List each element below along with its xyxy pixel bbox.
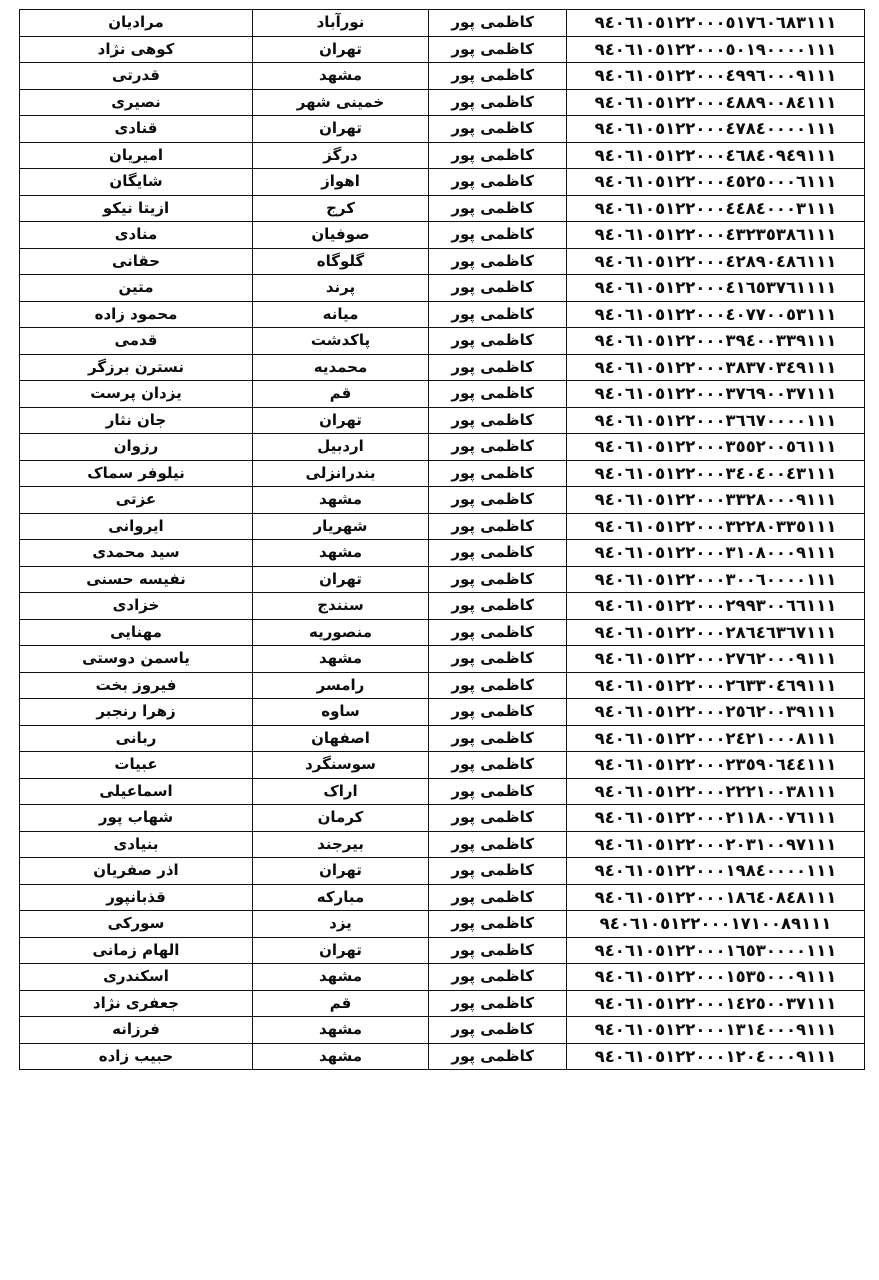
name-cell: ایروانی [20, 513, 253, 540]
name-cell: نیلوفر سماک [20, 460, 253, 487]
number-cell: ٩٤٠٦١٠٥١٢٢٠٠٠٣٢٢٨٠٣٣٥١١١ [567, 513, 865, 540]
table-row [20, 858, 865, 885]
number-cell: ٩٤٠٦١٠٥١٢٢٠٠٠٢٥٦٢٠٠٣٩١١١ [567, 699, 865, 726]
name-cell: حقانی [20, 248, 253, 275]
owner-cell: کاظمی پور [429, 116, 567, 143]
number-cell: ٩٤٠٦١٠٥١٢٢٠٠٠٢٦٣٣٠٤٦٩١١١ [567, 672, 865, 699]
number-cell: ٩٤٠٦١٠٥١٢٢٠٠٠١٢٠٤٠٠٠٩١١١ [567, 1043, 865, 1070]
name-cell: کوهی نژاد [20, 36, 253, 63]
number-cell: ٩٤٠٦١٠٥١٢٢٠٠٠٢٢٢١٠٠٣٨١١١ [567, 778, 865, 805]
name-cell: قنادی [20, 116, 253, 143]
name-cell: رزوان [20, 434, 253, 461]
table-row [20, 672, 865, 699]
city-cell: میانه [253, 301, 429, 328]
owner-cell: کاظمی پور [429, 805, 567, 832]
city-cell: بندرانزلی [253, 460, 429, 487]
number-cell: ٩٤٠٦١٠٥١٢٢٠٠٠١٨٦٤٠٨٤٨١١١ [567, 884, 865, 911]
name-cell: اذر صفریان [20, 858, 253, 885]
table-row [20, 619, 865, 646]
city-cell: منصوریه [253, 619, 429, 646]
number-cell: ٩٤٠٦١٠٥١٢٢٠٠٠١٤٢٥٠٠٣٧١١١ [567, 990, 865, 1017]
city-cell: تهران [253, 407, 429, 434]
table-row [20, 222, 865, 249]
city-cell: یزد [253, 911, 429, 938]
name-cell: متین [20, 275, 253, 302]
table-row [20, 248, 865, 275]
owner-cell: کاظمی پور [429, 752, 567, 779]
city-cell: ساوه [253, 699, 429, 726]
name-cell: شایگان [20, 169, 253, 196]
city-cell: گلوگاه [253, 248, 429, 275]
city-cell: مشهد [253, 964, 429, 991]
table-row [20, 36, 865, 63]
city-cell: محمدیه [253, 354, 429, 381]
owner-cell: کاظمی پور [429, 1043, 567, 1070]
owner-cell: کاظمی پور [429, 10, 567, 37]
owner-cell: کاظمی پور [429, 142, 567, 169]
city-cell: سوسنگرد [253, 752, 429, 779]
table-row [20, 725, 865, 752]
table-row [20, 884, 865, 911]
name-cell: سورکی [20, 911, 253, 938]
owner-cell: کاظمی پور [429, 381, 567, 408]
table-row [20, 460, 865, 487]
number-cell: ٩٤٠٦١٠٥١٢٢٠٠٠٢٤٢١٠٠٠٨١١١ [567, 725, 865, 752]
name-cell: عزتی [20, 487, 253, 514]
table-row [20, 646, 865, 673]
city-cell: مشهد [253, 63, 429, 90]
number-cell: ٩٤٠٦١٠٥١٢٢٠٠٠٤٤٨٤٠٠٠٣١١١ [567, 195, 865, 222]
owner-cell: کاظمی پور [429, 672, 567, 699]
name-cell: زهرا رنجبر [20, 699, 253, 726]
owner-cell: کاظمی پور [429, 89, 567, 116]
name-cell: جان نثار [20, 407, 253, 434]
city-cell: بیرجند [253, 831, 429, 858]
city-cell: مشهد [253, 540, 429, 567]
table-row [20, 195, 865, 222]
table-row [20, 990, 865, 1017]
city-cell: کرمان [253, 805, 429, 832]
city-cell: درگز [253, 142, 429, 169]
table-row [20, 699, 865, 726]
number-cell: ٩٤٠٦١٠٥١٢٢٠٠٠٢١١٨٠٠٧٦١١١ [567, 805, 865, 832]
owner-cell: کاظمی پور [429, 63, 567, 90]
table-row [20, 275, 865, 302]
number-cell: ٩٤٠٦١٠٥١٢٢٠٠٠١٧١٠٠٨٩١١١ [567, 911, 865, 938]
number-cell: ٩٤٠٦١٠٥١٢٢٠٠٠٤٠٧٧٠٠٥٣١١١ [567, 301, 865, 328]
table-row [20, 328, 865, 355]
name-cell: مهنایی [20, 619, 253, 646]
city-cell: سنندج [253, 593, 429, 620]
owner-cell: کاظمی پور [429, 725, 567, 752]
number-cell: ٩٤٠٦١٠٥١٢٢٠٠٠١٣١٤٠٠٠٩١١١ [567, 1017, 865, 1044]
number-cell: ٩٤٠٦١٠٥١٢٢٠٠٠٤٨٨٩٠٠٨٤١١١ [567, 89, 865, 116]
table-row [20, 566, 865, 593]
name-cell: بنیادی [20, 831, 253, 858]
city-cell: رامسر [253, 672, 429, 699]
table-row [20, 301, 865, 328]
table-row [20, 593, 865, 620]
table-row [20, 63, 865, 90]
name-cell: منادی [20, 222, 253, 249]
number-cell: ٩٤٠٦١٠٥١٢٢٠٠٠٣٨٣٧٠٣٤٩١١١ [567, 354, 865, 381]
table-row [20, 911, 865, 938]
name-cell: مرادیان [20, 10, 253, 37]
city-cell: پرند [253, 275, 429, 302]
name-cell: شهاب پور [20, 805, 253, 832]
name-cell: فرزانه [20, 1017, 253, 1044]
city-cell: قم [253, 381, 429, 408]
city-cell: مشهد [253, 1017, 429, 1044]
name-cell: سید محمدی [20, 540, 253, 567]
number-cell: ٩٤٠٦١٠٥١٢٢٠٠٠٤٣٢٣٥٣٨٦١١١ [567, 222, 865, 249]
number-cell: ٩٤٠٦١٠٥١٢٢٠٠٠٣٧٦٩٠٠٣٧١١١ [567, 381, 865, 408]
city-cell: اصفهان [253, 725, 429, 752]
city-cell: مشهد [253, 646, 429, 673]
owner-cell: کاظمی پور [429, 275, 567, 302]
owner-cell: کاظمی پور [429, 778, 567, 805]
name-cell: قذبانپور [20, 884, 253, 911]
owner-cell: کاظمی پور [429, 328, 567, 355]
city-cell: تهران [253, 566, 429, 593]
owner-cell: کاظمی پور [429, 36, 567, 63]
city-cell: نورآباد [253, 10, 429, 37]
number-cell: ٩٤٠٦١٠٥١٢٢٠٠٠٤١٦٥٣٧٦١١١١ [567, 275, 865, 302]
owner-cell: کاظمی پور [429, 990, 567, 1017]
name-cell: الهام زمانی [20, 937, 253, 964]
owner-cell: کاظمی پور [429, 169, 567, 196]
table-row [20, 10, 865, 37]
city-cell: پاکدشت [253, 328, 429, 355]
table-row [20, 1017, 865, 1044]
owner-cell: کاظمی پور [429, 248, 567, 275]
number-cell: ٩٤٠٦١٠٥١٢٢٠٠٠٢٣٥٩٠٦٤٤١١١ [567, 752, 865, 779]
records-table [19, 9, 865, 1070]
owner-cell: کاظمی پور [429, 831, 567, 858]
city-cell: خمینی شهر [253, 89, 429, 116]
table-row [20, 831, 865, 858]
owner-cell: کاظمی پور [429, 195, 567, 222]
name-cell: قدرتی [20, 63, 253, 90]
table-row [20, 434, 865, 461]
table-row [20, 1043, 865, 1070]
name-cell: اسکندری [20, 964, 253, 991]
number-cell: ٩٤٠٦١٠٥١٢٢٠٠٠٢٩٩٣٠٠٦٦١١١ [567, 593, 865, 620]
city-cell: قم [253, 990, 429, 1017]
city-cell: شهریار [253, 513, 429, 540]
name-cell: فیروز بخت [20, 672, 253, 699]
table-row [20, 407, 865, 434]
name-cell: ربانی [20, 725, 253, 752]
name-cell: نسترن برزگر [20, 354, 253, 381]
number-cell: ٩٤٠٦١٠٥١٢٢٠٠٠١٦٥٣٠٠٠٠١١١ [567, 937, 865, 964]
owner-cell: کاظمی پور [429, 911, 567, 938]
city-cell: کرج [253, 195, 429, 222]
owner-cell: کاظمی پور [429, 566, 567, 593]
owner-cell: کاظمی پور [429, 619, 567, 646]
number-cell: ٩٤٠٦١٠٥١٢٢٠٠٠١٥٣٥٠٠٠٩١١١ [567, 964, 865, 991]
name-cell: حبیب زاده [20, 1043, 253, 1070]
owner-cell: کاظمی پور [429, 540, 567, 567]
number-cell: ٩٤٠٦١٠٥١٢٢٠٠٠٢٠٣١٠٠٩٧١١١ [567, 831, 865, 858]
number-cell: ٩٤٠٦١٠٥١٢٢٠٠٠٣٥٥٢٠٠٥٦١١١ [567, 434, 865, 461]
name-cell: نفیسه حسنی [20, 566, 253, 593]
owner-cell: کاظمی پور [429, 646, 567, 673]
owner-cell: کاظمی پور [429, 1017, 567, 1044]
city-cell: تهران [253, 36, 429, 63]
owner-cell: کاظمی پور [429, 460, 567, 487]
name-cell: یزدان پرست [20, 381, 253, 408]
records-table-body [20, 10, 865, 1070]
table-row [20, 540, 865, 567]
name-cell: یاسمن دوستی [20, 646, 253, 673]
table-row [20, 169, 865, 196]
owner-cell: کاظمی پور [429, 301, 567, 328]
city-cell: تهران [253, 937, 429, 964]
owner-cell: کاظمی پور [429, 964, 567, 991]
number-cell: ٩٤٠٦١٠٥١٢٢٠٠٠٢٨٦٤٦٣٦٧١١١ [567, 619, 865, 646]
name-cell: ازیتا نیکو [20, 195, 253, 222]
owner-cell: کاظمی پور [429, 513, 567, 540]
owner-cell: کاظمی پور [429, 699, 567, 726]
owner-cell: کاظمی پور [429, 434, 567, 461]
table-row [20, 937, 865, 964]
number-cell: ٩٤٠٦١٠٥١٢٢٠٠٠٤٦٨٤٠٩٤٩١١١ [567, 142, 865, 169]
table-row [20, 116, 865, 143]
table-row [20, 142, 865, 169]
city-cell: تهران [253, 858, 429, 885]
owner-cell: کاظمی پور [429, 884, 567, 911]
name-cell: جعفری نژاد [20, 990, 253, 1017]
city-cell: مشهد [253, 487, 429, 514]
owner-cell: کاظمی پور [429, 354, 567, 381]
table-row [20, 805, 865, 832]
owner-cell: کاظمی پور [429, 407, 567, 434]
number-cell: ٩٤٠٦١٠٥١٢٢٠٠٠١٩٨٤٠٠٠٠١١١ [567, 858, 865, 885]
number-cell: ٩٤٠٦١٠٥١٢٢٠٠٠٤٢٨٩٠٤٨٦١١١ [567, 248, 865, 275]
table-row [20, 752, 865, 779]
number-cell: ٩٤٠٦١٠٥١٢٢٠٠٠٥١٧٦٠٦٨٣١١١ [567, 10, 865, 37]
number-cell: ٩٤٠٦١٠٥١٢٢٠٠٠٣٩٤٠٠٣٣٩١١١ [567, 328, 865, 355]
number-cell: ٩٤٠٦١٠٥١٢٢٠٠٠٤٥٢٥٠٠٠٦١١١ [567, 169, 865, 196]
city-cell: تهران [253, 116, 429, 143]
city-cell: صوفیان [253, 222, 429, 249]
number-cell: ٩٤٠٦١٠٥١٢٢٠٠٠٣٤٠٤٠٠٤٣١١١ [567, 460, 865, 487]
table-row [20, 487, 865, 514]
city-cell: مبارکه [253, 884, 429, 911]
name-cell: عبیات [20, 752, 253, 779]
owner-cell: کاظمی پور [429, 487, 567, 514]
city-cell: اردبیل [253, 434, 429, 461]
table-row [20, 89, 865, 116]
number-cell: ٩٤٠٦١٠٥١٢٢٠٠٠٥٠١٩٠٠٠٠١١١ [567, 36, 865, 63]
number-cell: ٩٤٠٦١٠٥١٢٢٠٠٠٣١٠٨٠٠٠٩١١١ [567, 540, 865, 567]
name-cell: امیریان [20, 142, 253, 169]
number-cell: ٩٤٠٦١٠٥١٢٢٠٠٠٣٣٢٨٠٠٠٩١١١ [567, 487, 865, 514]
owner-cell: کاظمی پور [429, 593, 567, 620]
table-row [20, 354, 865, 381]
name-cell: قدمی [20, 328, 253, 355]
table-row [20, 513, 865, 540]
number-cell: ٩٤٠٦١٠٥١٢٢٠٠٠٢٧٦٢٠٠٠٩١١١ [567, 646, 865, 673]
owner-cell: کاظمی پور [429, 858, 567, 885]
name-cell: خزادی [20, 593, 253, 620]
owner-cell: کاظمی پور [429, 937, 567, 964]
city-cell: اهواز [253, 169, 429, 196]
name-cell: اسماعیلی [20, 778, 253, 805]
table-row [20, 778, 865, 805]
table-row [20, 964, 865, 991]
name-cell: نصیری [20, 89, 253, 116]
number-cell: ٩٤٠٦١٠٥١٢٢٠٠٠٤٩٩٦٠٠٠٩١١١ [567, 63, 865, 90]
number-cell: ٩٤٠٦١٠٥١٢٢٠٠٠٤٧٨٤٠٠٠٠١١١ [567, 116, 865, 143]
number-cell: ٩٤٠٦١٠٥١٢٢٠٠٠٣٦٦٧٠٠٠٠١١١ [567, 407, 865, 434]
city-cell: مشهد [253, 1043, 429, 1070]
name-cell: محمود زاده [20, 301, 253, 328]
owner-cell: کاظمی پور [429, 222, 567, 249]
number-cell: ٩٤٠٦١٠٥١٢٢٠٠٠٣٠٠٦٠٠٠٠١١١ [567, 566, 865, 593]
table-row [20, 381, 865, 408]
city-cell: اراک [253, 778, 429, 805]
